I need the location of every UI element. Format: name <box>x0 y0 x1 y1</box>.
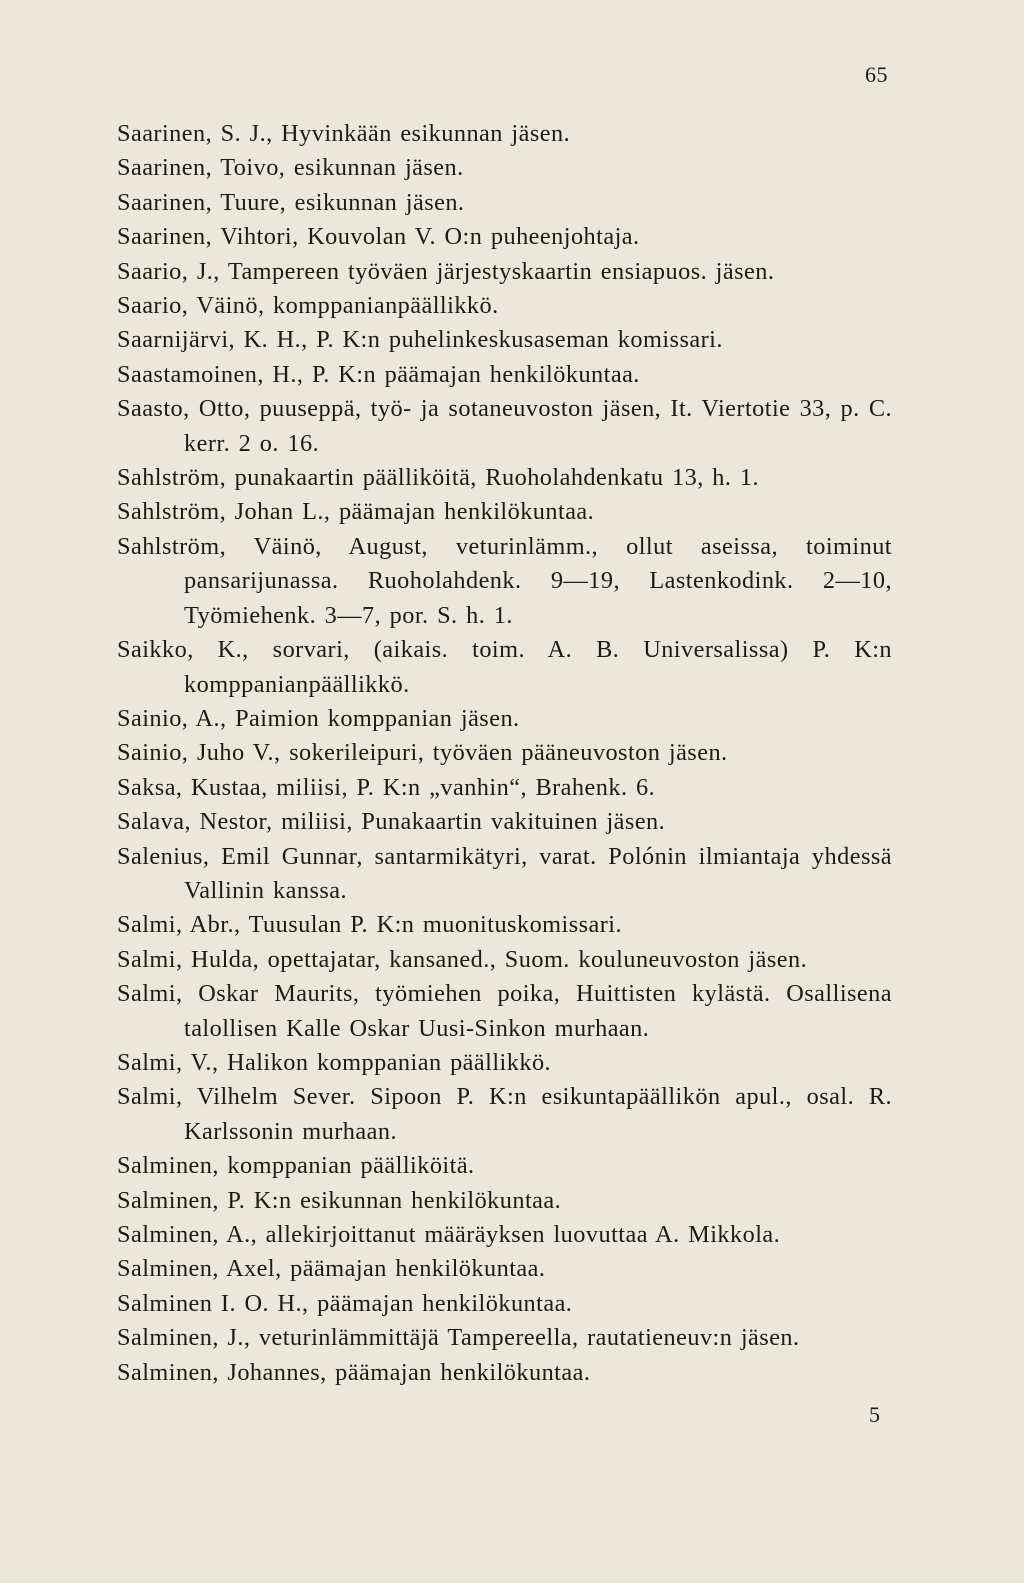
list-item: Saarinen, S. J., Hyvinkään esikunnan jäsen. <box>117 120 571 147</box>
list-item: Salminen I. O. H., päämajan henkilökuntaa. <box>117 1289 573 1317</box>
list-item: Salava, Nestor, miliisi, Punakaartin vakituinen jäsen. <box>117 808 666 836</box>
list-item: Saario, J., Tampereen työväen järjestyskaartin ensiapuos. jäsen. <box>117 257 775 285</box>
list-item: Sainio, Juho V., sokerileipuri, työväen pääneuvoston jäsen. <box>117 739 728 767</box>
list-item: Salmi, Oskar Maurits, työmiehen poika, Huittisten kylästä. Osallisena talollisen Kalle Oskar Uusi-Sinkon murhaan. <box>117 980 892 1042</box>
list-item: Salminen, J., veturinlämmittäjä Tampereella, rautatieneuv:n jäsen. <box>117 1324 800 1352</box>
list-item: Salminen, A., allekirjoittanut määräyksen luovuttaa A. Mikkola. <box>117 1221 781 1248</box>
list-item: Salminen, P. K:n esikunnan henkilökuntaa. <box>117 1186 562 1214</box>
list-item: Saarnijärvi, K. H., P. K:n puhelinkeskusaseman komissari. <box>117 326 723 354</box>
entry-list <box>117 117 892 1390</box>
list-item: Saastamoinen, H., P. K:n päämajan henkilökuntaa. <box>117 360 640 388</box>
list-item: Salminen, komppanian päälliköitä. <box>117 1152 475 1180</box>
list-item: Saarinen, Toivo, esikunnan jäsen. <box>117 154 464 182</box>
list-item: Saarinen, Vihtori, Kouvolan V. O:n puheenjohtaja. <box>117 223 640 251</box>
list-item: Salmi, Hulda, opettajatar, kansaned., Suom. kouluneuvoston jäsen. <box>117 945 808 973</box>
signature-mark: 5 <box>869 1402 880 1427</box>
list-item: Salenius, Emil Gunnar, santarmikätyri, varat. Polónin ilmiantaja yhdessä Vallinin kanssa. <box>117 842 892 904</box>
list-item: Sainio, A., Paimion komppanian jäsen. <box>117 704 520 732</box>
list-item: Saksa, Kustaa, miliisi, P. K:n „vanhin“, Brahenk. 6. <box>117 773 656 801</box>
list-item: Saarinen, Tuure, esikunnan jäsen. <box>117 188 465 216</box>
list-item: Saasto, Otto, puuseppä, työ- ja sotaneuvoston jäsen, It. Viertotie 33, p. C. kerr. 2 o. 16. <box>117 395 892 457</box>
list-item: Salmi, Vilhelm Sever. Sipoon P. K:n esikuntapäällikön apul., osal. R. Karlssonin murhaan. <box>117 1083 892 1145</box>
list-item: Salminen, Johannes, päämajan henkilökuntaa. <box>117 1358 591 1386</box>
list-item: Salminen, Axel, päämajan henkilökuntaa. <box>117 1255 546 1283</box>
page-number: 65 <box>865 62 888 87</box>
list-item: Sahlström, Väinö, August, veturinlämm., ollut aseissa, toiminut pansarijunassa. Ruoholahdenk. 9—19, Lastenkodink. 2—10, Työmiehenk. 3—7, por. S. h. 1. <box>117 532 892 629</box>
list-item: Sahlström, Johan L., päämajan henkilökuntaa. <box>117 498 595 526</box>
list-item: Saario, Väinö, komppanianpäällikkö. <box>117 292 499 320</box>
list-item: Salmi, V., Halikon komppanian päällikkö. <box>117 1048 552 1076</box>
list-item: Salmi, Abr., Tuusulan P. K:n muonituskomissari. <box>117 911 623 939</box>
list-item: Saikko, K., sorvari, (aikais. toim. A. B. Universalissa) P. K:n komppanianpäällikkö. <box>117 636 892 698</box>
list-item: Sahlström, punakaartin päälliköitä, Ruoholahdenkatu 13, h. 1. <box>117 464 760 492</box>
